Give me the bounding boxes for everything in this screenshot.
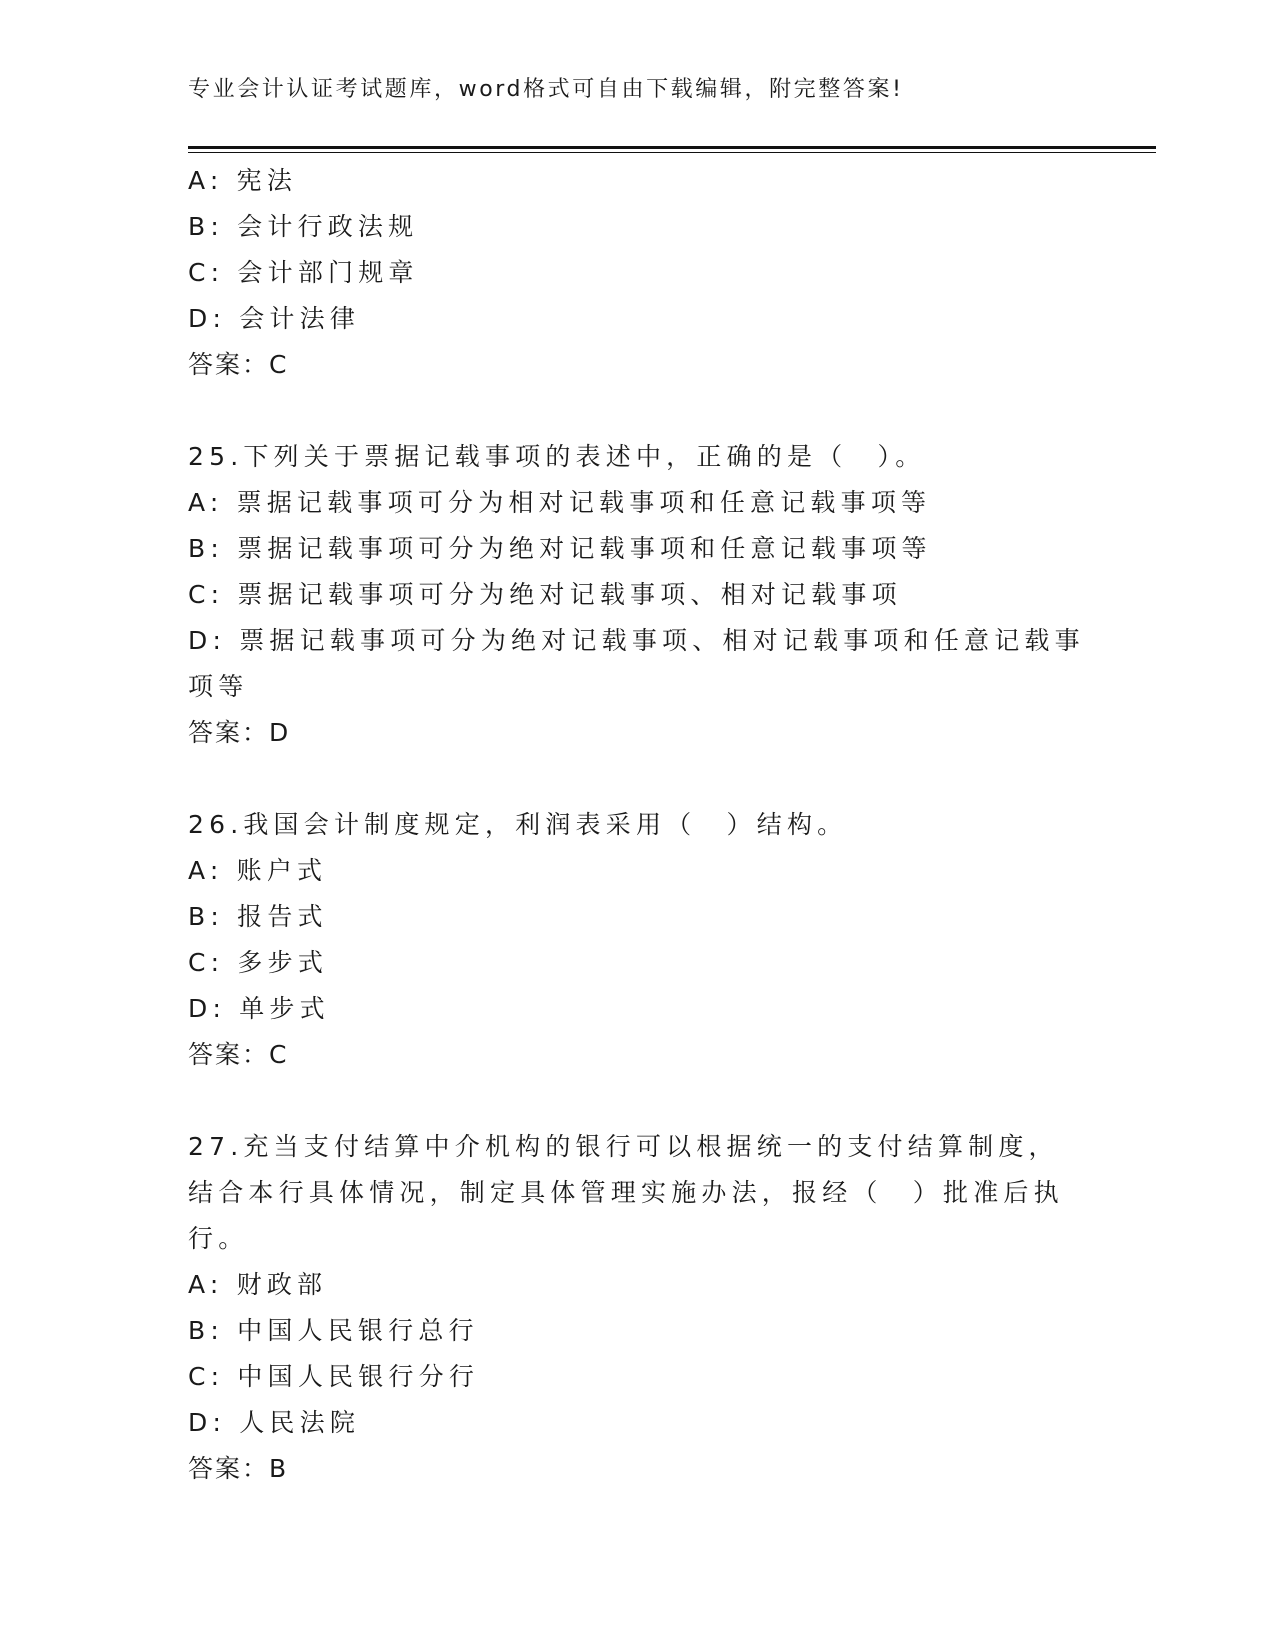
option-b: B: 报告式 bbox=[188, 902, 328, 931]
page-header: 专业会计认证考试题库，word格式可自由下载编辑，附完整答案! bbox=[188, 77, 904, 102]
header-rule-thin bbox=[188, 152, 1156, 153]
question-25 bbox=[188, 434, 1088, 756]
header-rule-thick bbox=[188, 146, 1156, 149]
option-d: D: 会计法律 bbox=[188, 304, 361, 333]
option-c: C: 会计部门规章 bbox=[188, 258, 419, 287]
option-a: A: 票据记载事项可分为相对记载事项和任意记载事项等 bbox=[188, 488, 932, 517]
continued-question bbox=[188, 158, 1088, 388]
answer: 答案：D bbox=[188, 718, 291, 747]
option-b: B: 中国人民银行总行 bbox=[188, 1316, 479, 1345]
option-d: D: 单步式 bbox=[188, 994, 330, 1023]
question-27 bbox=[188, 1124, 1088, 1492]
question-stem: 26.我国会计制度规定，利润表采用（ ）结构。 bbox=[188, 810, 848, 839]
option-c: C: 中国人民银行分行 bbox=[188, 1362, 480, 1391]
option-d: D: 人民法院 bbox=[188, 1408, 361, 1437]
answer: 答案：C bbox=[188, 1040, 289, 1069]
question-stem: 25.下列关于票据记载事项的表述中，正确的是（ ）。 bbox=[188, 442, 926, 471]
answer: 答案：B bbox=[188, 1454, 289, 1483]
question-content bbox=[188, 158, 1088, 1492]
question-26 bbox=[188, 802, 1088, 1078]
option-a: A: 账户式 bbox=[188, 856, 328, 885]
option-b: B: 票据记载事项可分为绝对记载事项和任意记载事项等 bbox=[188, 534, 932, 563]
answer: 答案：C bbox=[188, 350, 289, 379]
option-b: B: 会计行政法规 bbox=[188, 212, 419, 241]
option-c: C: 多步式 bbox=[188, 948, 329, 977]
option-a: A: 财政部 bbox=[188, 1270, 328, 1299]
question-stem: 27.充当支付结算中介机构的银行可以根据统一的支付结算制度，结合本行具体情况，制定具体管理实施办法，报经（ ）批准后执行。 bbox=[188, 1132, 1064, 1253]
option-c: C: 票据记载事项可分为绝对记载事项、相对记载事项 bbox=[188, 580, 902, 609]
option-a: A: 宪法 bbox=[188, 166, 298, 195]
option-d: D: 票据记载事项可分为绝对记载事项、相对记载事项和任意记载事项等 bbox=[188, 626, 1085, 701]
